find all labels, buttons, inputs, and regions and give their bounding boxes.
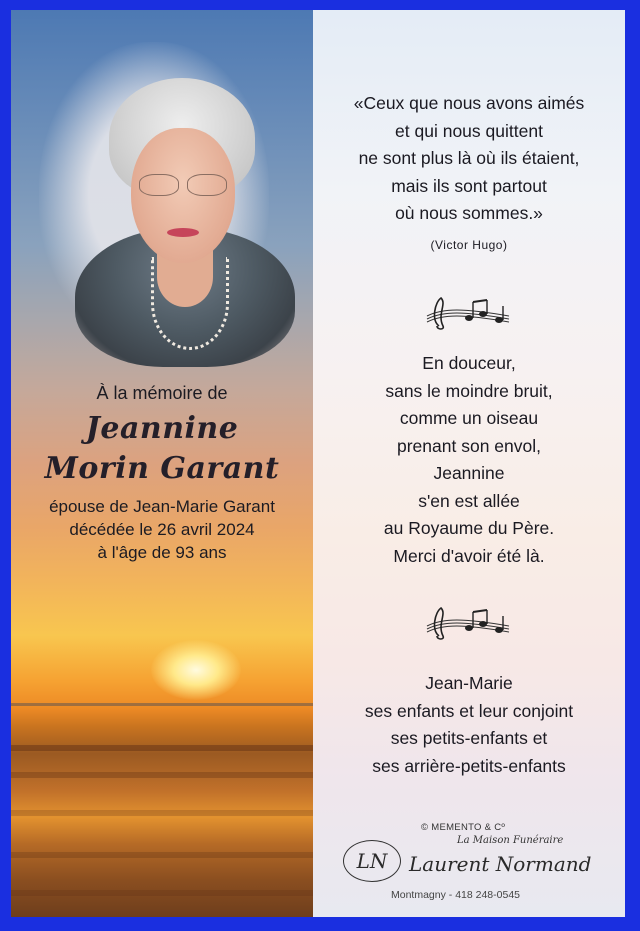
family-line: ses arrière-petits-enfants	[372, 755, 566, 776]
wave	[11, 890, 313, 896]
portrait-lips	[167, 228, 199, 237]
quote-block	[313, 90, 625, 228]
poem-line: En douceur,	[422, 353, 516, 373]
portrait-head	[109, 78, 255, 278]
music-notes-icon	[423, 292, 513, 332]
quote-line: où nous sommes.»	[395, 203, 543, 223]
funeral-home-label: La Maison Funéraire	[457, 835, 564, 846]
quote-line: «Ceux que nous avons aimés	[353, 93, 585, 113]
wave	[11, 745, 313, 751]
portrait-glasses	[139, 174, 227, 196]
deceased-last-name: Morin Garant	[44, 451, 280, 486]
memorial-intro: À la mémoire de	[96, 383, 228, 403]
poem-line: Jeannine	[433, 463, 505, 483]
death-date-line: décédée le 26 avril 2024	[69, 520, 255, 539]
poem-line: au Royaume du Père.	[383, 518, 555, 538]
portrait-photo	[39, 42, 269, 347]
music-notes-icon	[423, 602, 513, 642]
sun	[151, 640, 241, 700]
poem-line: Merci d'avoir été là.	[393, 545, 545, 566]
sunset-panel	[11, 10, 313, 917]
funeral-home-logo: LN	[343, 840, 401, 882]
text-panel	[313, 10, 625, 917]
quote-line: et qui nous quittent	[395, 120, 543, 141]
horizon	[11, 703, 313, 706]
memorial-card	[11, 10, 625, 917]
memorial-text	[11, 382, 313, 564]
poem-line: comme un oiseau	[399, 408, 539, 428]
funeral-home-name: Laurent Normand	[409, 852, 592, 876]
family-line: ses enfants et leur conjoint	[364, 700, 574, 721]
poem-line: sans le moindre bruit,	[385, 380, 553, 401]
quote-line: ne sont plus là où ils étaient,	[358, 148, 580, 168]
poem-line: prenant son envol,	[397, 435, 541, 456]
wave	[11, 852, 313, 858]
memento-credit: © MEMENTO & Cº	[421, 822, 506, 833]
wave	[11, 772, 313, 778]
deceased-first-name: Jeannine	[85, 411, 239, 446]
funeral-home-contact: Montmagny - 418 248-0545	[391, 889, 520, 901]
age-line: à l'âge de 93 ans	[97, 543, 227, 562]
family-line: ses petits-enfants et	[390, 728, 548, 748]
quote-author: (Victor Hugo)	[430, 238, 508, 252]
poem-line: s'en est allée	[418, 490, 520, 511]
family-block	[313, 670, 625, 780]
poem-block	[313, 350, 625, 570]
wave	[11, 810, 313, 816]
family-line: Jean-Marie	[425, 673, 513, 693]
quote-line: mais ils sont partout	[391, 175, 547, 196]
spouse-line: épouse de Jean-Marie Garant	[49, 497, 275, 516]
